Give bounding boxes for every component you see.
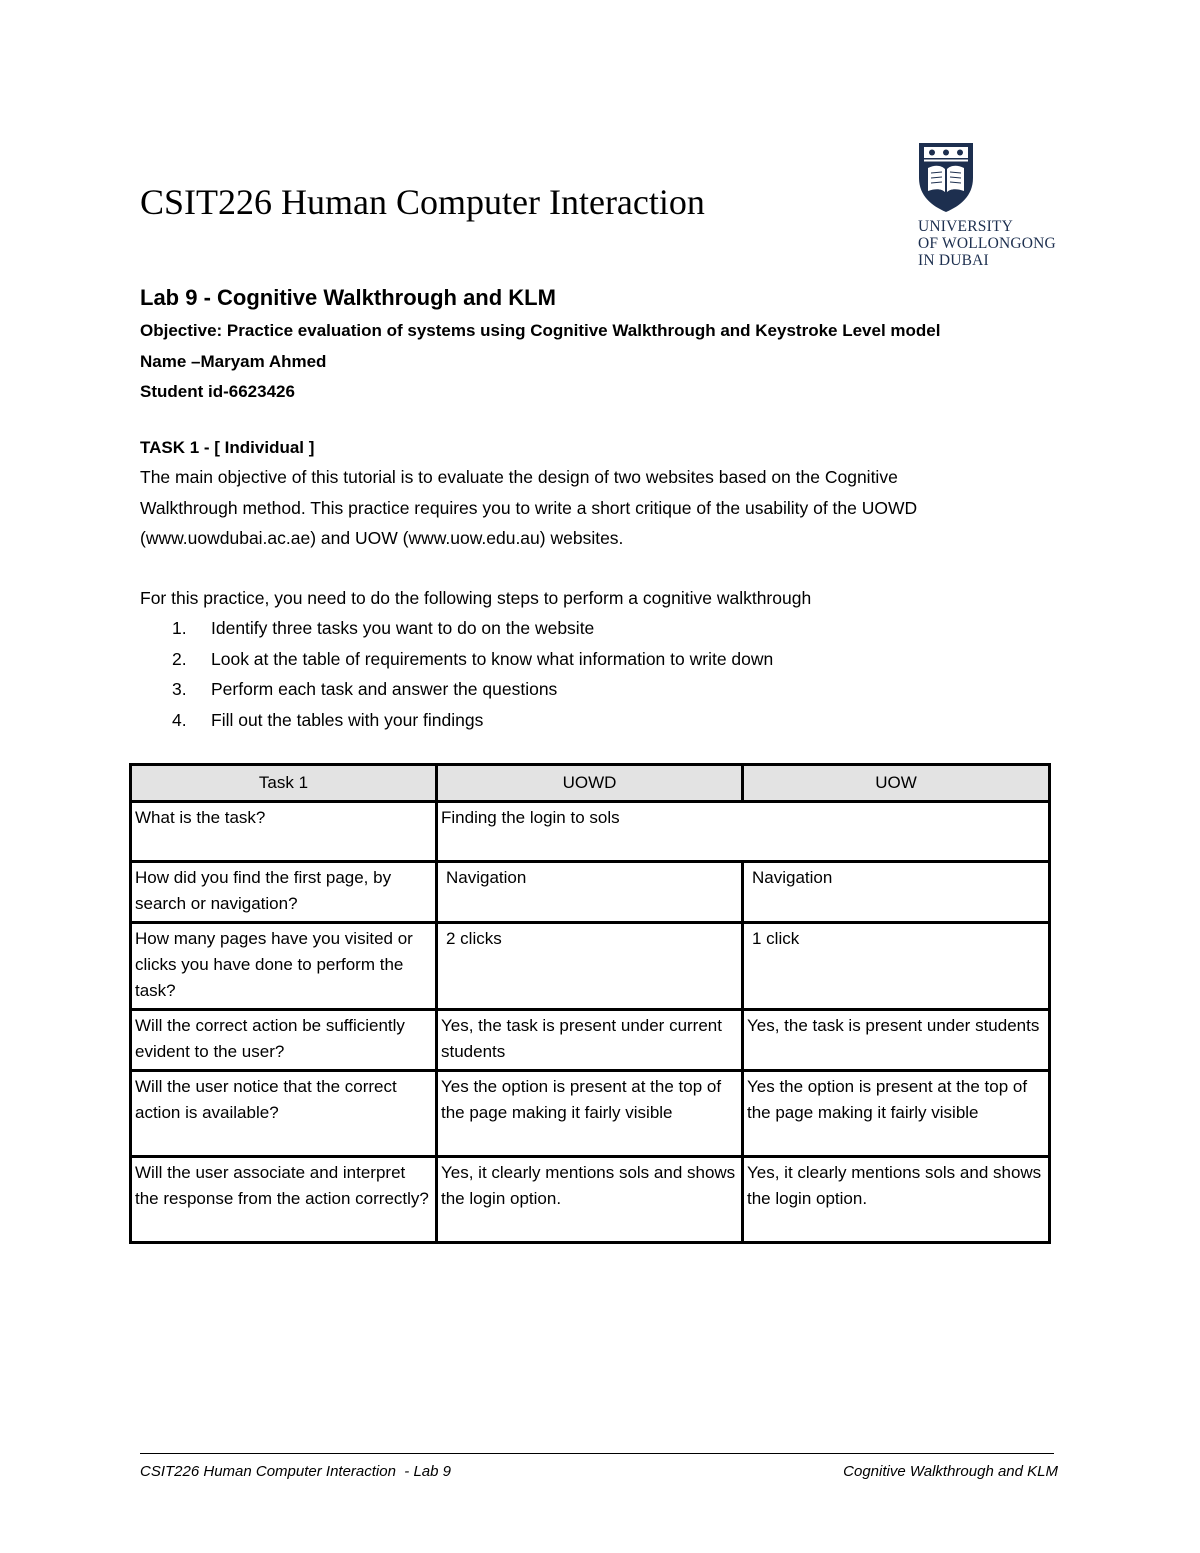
table-row: [131, 862, 1050, 923]
task-answer-cell: Finding the login to sols: [437, 802, 1050, 862]
task-description-line: (www.uowdubai.ac.ae) and UOW (www.uow.edu.au) websites.: [140, 528, 624, 548]
uowd-cell: Yes, it clearly mentions sols and shows the login option.: [437, 1157, 743, 1243]
table-row: [131, 1157, 1050, 1243]
objective-line: Objective: Practice evaluation of systems using Cognitive Walkthrough and Keystroke Level model: [140, 321, 941, 340]
step-number: 2.: [172, 648, 187, 669]
step-number: 1.: [172, 618, 187, 638]
question-cell: Will the correct action be sufficiently evident to the user?: [131, 1010, 437, 1071]
uowd-cell: Yes, the task is present under current students: [437, 1010, 743, 1071]
walkthrough-table: [129, 763, 1051, 1244]
uowd-cell: Yes the option is present at the top of the page making it fairly visible: [437, 1071, 743, 1157]
question-cell: How many pages have you visited or clicks you have done to perform the task?: [131, 923, 437, 1010]
header-uow: UOW: [743, 765, 1050, 802]
table-row: [131, 1071, 1050, 1157]
uowd-cell: Navigation: [437, 862, 743, 923]
step-text: Identify three tasks you want to do on the website: [211, 618, 595, 638]
page-title: CSIT226 Human Computer Interaction: [140, 182, 705, 222]
step-text: Fill out the tables with your findings: [211, 709, 484, 730]
footer-topic: Cognitive Walkthrough and KLM: [843, 1463, 1058, 1480]
uow-cell: Yes the option is present at the top of the page making it fairly visible: [743, 1071, 1050, 1157]
student-name: Name –Maryam Ahmed: [140, 352, 327, 371]
steps-intro: For this practice, you need to do the following steps to perform a cognitive walkthrough: [140, 588, 812, 608]
step-text: Look at the table of requirements to know what information to write down: [211, 648, 774, 669]
question-cell: Will the user associate and interpret the response from the action correctly?: [131, 1157, 437, 1243]
logo-line-1: UNIVERSITY: [918, 218, 1013, 235]
table-row: [131, 1010, 1050, 1071]
question-cell: What is the task?: [131, 802, 437, 862]
logo-line-3: IN DUBAI: [918, 252, 989, 269]
task-description-line: The main objective of this tutorial is to evaluate the design of two websites based on the Cognitive: [140, 467, 898, 487]
footer-course: CSIT226 Human Computer Interaction - Lab 9: [140, 1463, 451, 1480]
crest-icon: [916, 140, 976, 214]
step-text: Perform each task and answer the questions: [211, 679, 558, 699]
uow-cell: Yes, it clearly mentions sols and shows the login option.: [743, 1157, 1050, 1243]
step-number: 3.: [172, 679, 187, 699]
uow-cell: Yes, the task is present under students: [743, 1010, 1050, 1071]
lab-title: Lab 9 - Cognitive Walkthrough and KLM: [140, 285, 556, 310]
table-row: [131, 923, 1050, 1010]
question-cell: Will the user notice that the correct action is available?: [131, 1071, 437, 1157]
header-task: Task 1: [131, 765, 437, 802]
university-logo-text: [918, 218, 1056, 269]
header-uowd: UOWD: [437, 765, 743, 802]
question-cell: How did you find the first page, by search or navigation?: [131, 862, 437, 923]
task-description: [140, 462, 1050, 554]
table-header-row: [131, 765, 1050, 802]
table-row: [131, 802, 1050, 862]
university-logo: [914, 140, 1084, 270]
logo-line-2: OF WOLLONGONG: [918, 235, 1056, 252]
footer-divider: [140, 1453, 1054, 1454]
uowd-cell: 2 clicks: [437, 923, 743, 1010]
uow-cell: 1 click: [743, 923, 1050, 1010]
task-description-line: Walkthrough method. This practice requires you to write a short critique of the usability of the UOWD: [140, 497, 918, 518]
student-id: Student id-6623426: [140, 382, 295, 401]
step-number: 4.: [172, 709, 187, 730]
uow-cell: Navigation: [743, 862, 1050, 923]
task-heading: TASK 1 - [ Individual ]: [140, 438, 315, 457]
